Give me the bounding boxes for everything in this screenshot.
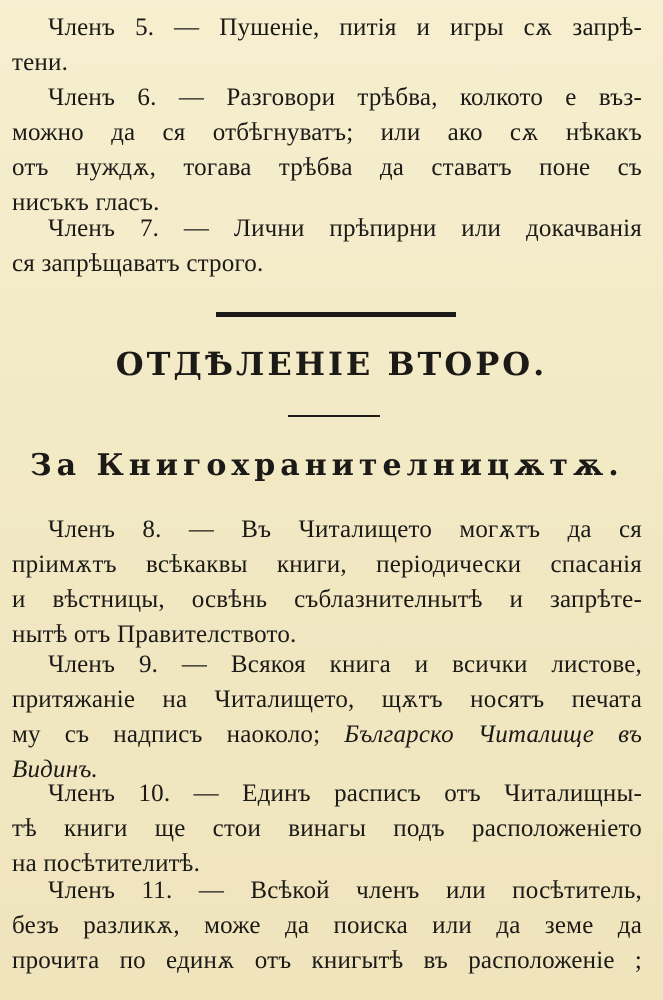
article-9-line-3 <box>12 717 642 752</box>
article-11-line-2: безъ разликѫ, може да поиска или да земе да <box>12 912 642 939</box>
article-9 <box>12 647 642 787</box>
subsection-title: За Книгохранителницѫтѫ. <box>30 448 624 483</box>
article-11 <box>12 873 642 978</box>
section-title: ОТДѢЛЕНІЕ ВТОРО. <box>115 345 548 383</box>
article-6 <box>12 80 642 220</box>
article-8-line-2: пріимѫтъ всѣкаквы книги, періодически спасанія <box>12 551 642 578</box>
article-6-line-2: можно да ся отбѣгнуватъ; или ако сѫ нѣкакъ <box>12 119 642 146</box>
article-10-line-1: Членъ 10. — Единъ расписъ отъ Читалищны- <box>48 780 642 807</box>
article-7 <box>12 211 642 281</box>
article-11-line-1: Членъ 11. — Всѣкой членъ или посѣтитель, <box>48 877 642 904</box>
article-9-line-3-italic: Българско Читалище въ <box>344 721 642 748</box>
article-9-line-1: Членъ 9. — Всякоя книга и всички листове, <box>48 651 642 678</box>
article-6-line-3: отъ нуждѫ, тогава трѣбва да ставатъ поне съ <box>12 154 642 181</box>
article-8-line-1: Членъ 8. — Въ Читалището могѫтъ да ся <box>48 516 642 543</box>
article-5 <box>12 10 642 80</box>
article-9-line-2: притяжаніе на Читалището, щѫтъ носятъ печата <box>12 686 642 713</box>
article-6-line-1: Членъ 6. — Разговори трѣбва, колкото е въз- <box>48 84 642 111</box>
article-10-line-3: на посѣтителитѣ. <box>12 850 201 877</box>
thick-divider <box>216 312 456 317</box>
article-5-line-1: Членъ 5. — Пушеніе, питія и игры сѫ запрѣ- <box>48 14 642 41</box>
article-9-line-4: Видинъ. <box>12 756 98 783</box>
article-10-line-2: тѣ книги ще стои винагы подъ расположеніето <box>12 815 642 842</box>
article-7-line-2: ся запрѣщаватъ строго. <box>12 250 264 277</box>
article-8-line-4: нытѣ отъ Правителството. <box>12 621 297 648</box>
article-8 <box>12 512 642 652</box>
article-9-line-3-plain: му съ надписъ наоколо; <box>12 721 321 748</box>
article-5-line-2: тени. <box>12 49 69 76</box>
article-10 <box>12 776 642 881</box>
article-11-line-3: прочита по единѫ отъ книгытѣ въ расположеніе ; <box>12 947 642 974</box>
article-8-line-3: и вѣстницы, освѣнь съблазнителнытѣ и запрѣте- <box>12 586 642 613</box>
article-6-line-4: нисъкъ гласъ. <box>12 189 160 216</box>
article-7-line-1: Членъ 7. — Лични прѣпирни или докачванія <box>48 215 642 242</box>
thin-divider <box>288 415 380 417</box>
